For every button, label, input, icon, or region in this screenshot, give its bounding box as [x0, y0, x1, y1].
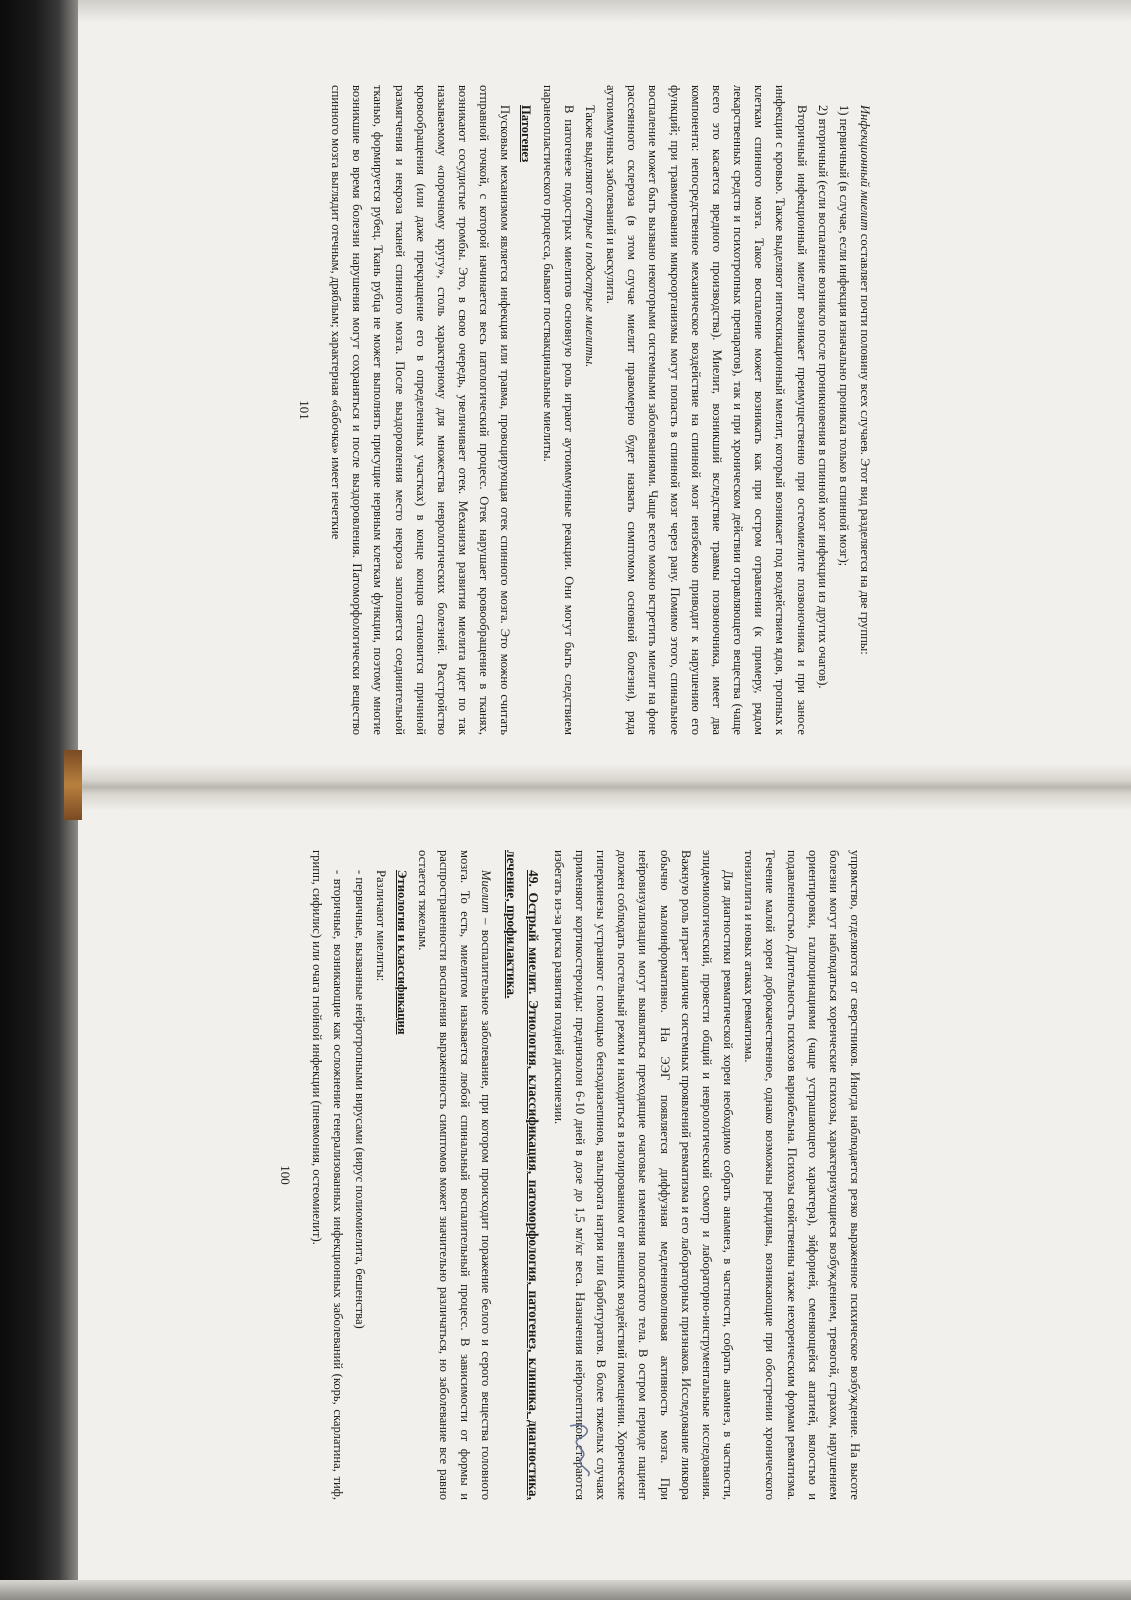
page-101 [100, 30, 1100, 750]
book-gutter [78, 763, 1131, 811]
chorea-diagnostics-paragraph: Для диагностики ревматической хореи необходимо собрать анамнез, в частности, собрать анамнез, в частности, эпидемиологический, провести общий и неврологический осмотр и лабораторно-инструментальные исследования. Важную роль играет наличие системных проявлений ревматизма и его лабораторных признаков. Исследование ликвора обычно малоинформативно. На ЭЭГ появляется диффузная медленноволновая активность мозга. При нейровизуализации могут выявляться преходящие очаговые изменения полосатого тела. В остром периоде пациент должен соблюдать постельный режим и находиться в изолированном от внешних воздействий помещении. Хореические гиперкинезы устраняют с помощью бензодиазепинов, вальпроата натрия или барбитуратов. В более тяжелых случаях применяют кортикостероиды: преднизолон 6-10 дней в дозе до 1,5 мг/кг веса. Назначения нейролептиков стараются избегать из-за риска развития поздней дискинезии. [551, 850, 736, 1500]
etiology-subheading: Этиология и классификация [394, 870, 409, 1035]
infectious-myelitis-term: Инфекционный миелит [858, 105, 872, 231]
pathogenesis-subheading: Патогенез [519, 105, 534, 163]
handwritten-annotation [560, 1420, 608, 1480]
list-item-secondary: 2) вторичный (если воспаление возникло после проникновения в спинной мозг инфекции из других очагов). [815, 105, 830, 689]
acute-forms-prefix: Также выделяют [582, 105, 597, 198]
acute-forms-emphasis: острые и подострые миелиты. [582, 197, 597, 368]
page-100 [100, 820, 1100, 1570]
classification-item-secondary: - вторичные, возникающие как осложнение генерализованных инфекционных заболеваний (корь, скарлатина, тиф, грипп, сифилис) или очага гнойной инфекции (пневмония, остеомиелит). [310, 850, 346, 1500]
secondary-myelitis-paragraph: Вторичный инфекционный миелит возникает преимущественно при остеомиелите позвоночника и при заносе инфекции с кровью. Также выделяют интоксикационный миелит, который возникает под воздействием ядов, тропных к клеткам спинного мозга. Такое воспаление может возникать как при остром отравлении (к примеру, рядом лекарственных средств и психотропных препаратов), так и при хроническом действии отравляющего вещества (чаще всего это касается вредного производства). Миелит, возникший вследствие травмы позвоночника, имеет два компонента: непосредственное механическое воздействие на спинной мозг неизбежно приводит к нарушению его функций; при травмировании микроорганизмы могут попасть в спинной мозг через рану. Помимо этого, спинальное воспаление может быть вызвано некоторыми системными заболеваниями. Чаще всего можно встретить миелит на фоне рассеянного склероза (в этом случае миелит правомерно будет назвать симптомом основной болезни), ряда аутоиммунных заболеваний и васкулита. [604, 85, 809, 735]
chorea-psychosis-paragraph: упрямство, отделяются от сверстников. Иногда наблюдается резко выраженное психическое возбуждение. На высоте болезни могут наблюдаться хореические психозы, характеризующиеся возбуждением, тревогой, страхом, нарушением ориентировки, галлюцинациями (чаще устрашающего характера), эйфорией, сменяющейся апатией, вялостью и подавленностью. Длительность психозов вариабельна. Психозы свойственны также нехореическим формам ревматизма. Течение малой хореи доброкачественное, однако возможны рецидивы, возникающие при обострении хронического тонзиллита и новых атаках ревматизма. [742, 850, 862, 1500]
classification-item-primary: - первичные, вызванные нейротропными вирусами (вирус полиомиелита, бешенства) [352, 870, 367, 1329]
acute-forms-paragraph [579, 85, 600, 735]
myelitis-definition-paragraph [412, 850, 497, 1500]
section-title: Острый миелит. Этиология, классификация, патоморфология, патогенез, клиника, диагностика, лечение, профилактика. [504, 850, 541, 1500]
mechanism-paragraph: Пусковым механизмом является инфекция или травма, провоцирующая отек спинного мозга. Это можно считать отправной точкой, с которой начинается весь патологический процесс. Отек нарушает кровообращение в тканях, возникают сосудистые тромбы. Это, в свою очередь, увеличивает отек. Механизм развития миелита идет по так называемому «порочному кругу», столь характерному для множества неврологических болезней. Расстройство кровообращения (или даже прекращение его в определенных участках) в конце концов становится причиной размягчения и некроза тканей спинного мозга. После выздоровления место некроза заполняется соединительной тканью, формируется рубец. Ткань рубца не может выполнять присущие нервным клеткам функции, поэтому многие возникшие во время болезни нарушения могут сохраняться и после выздоровления. Патоморфологически вещество спинного мозга выглядит отечным, дряблым; характерная «бабочка» имеет нечеткие [329, 85, 513, 735]
autoimmune-paragraph: В патогенезе подострых миелитов основную роль играют аутоиммунные реакции. Они могут быть следствием паранеопластического процесса, бывают поствакцинальные миелиты. [540, 85, 576, 735]
infectious-myelitis-paragraph [854, 85, 875, 735]
page-100-content [274, 850, 865, 1500]
myelitis-definition-text: – воспалительное заболевание, при котором происходит поражение белого и серого вещества головного мозга. То есть, миелитом называется любой спинальный воспалительный процесс. В зависимости от формы и распространенности воспаления выраженность симптомов может значительно различаться, но заболевание все равно остается тяжелым. [416, 850, 494, 1500]
book-spine [64, 750, 82, 820]
section-heading-49 [500, 850, 543, 1500]
scan-top-edge [78, 0, 1131, 22]
classification-intro: Различают миелиты: [373, 870, 388, 982]
list-item-primary: 1) первичный (в случае, если инфекция изначально проникла только в спинной мозг); [836, 105, 851, 567]
infectious-myelitis-text: составляет почти половину всех случаев. Этот вид разделяется на две группы: [858, 230, 872, 655]
section-number: 49. [525, 870, 541, 887]
page-101-content [293, 85, 875, 735]
page-number-101: 101 [296, 400, 312, 420]
myelitis-term: Миелит [479, 870, 494, 913]
scan-bottom-edge [0, 1580, 1131, 1600]
page-number-100: 100 [278, 1165, 294, 1185]
